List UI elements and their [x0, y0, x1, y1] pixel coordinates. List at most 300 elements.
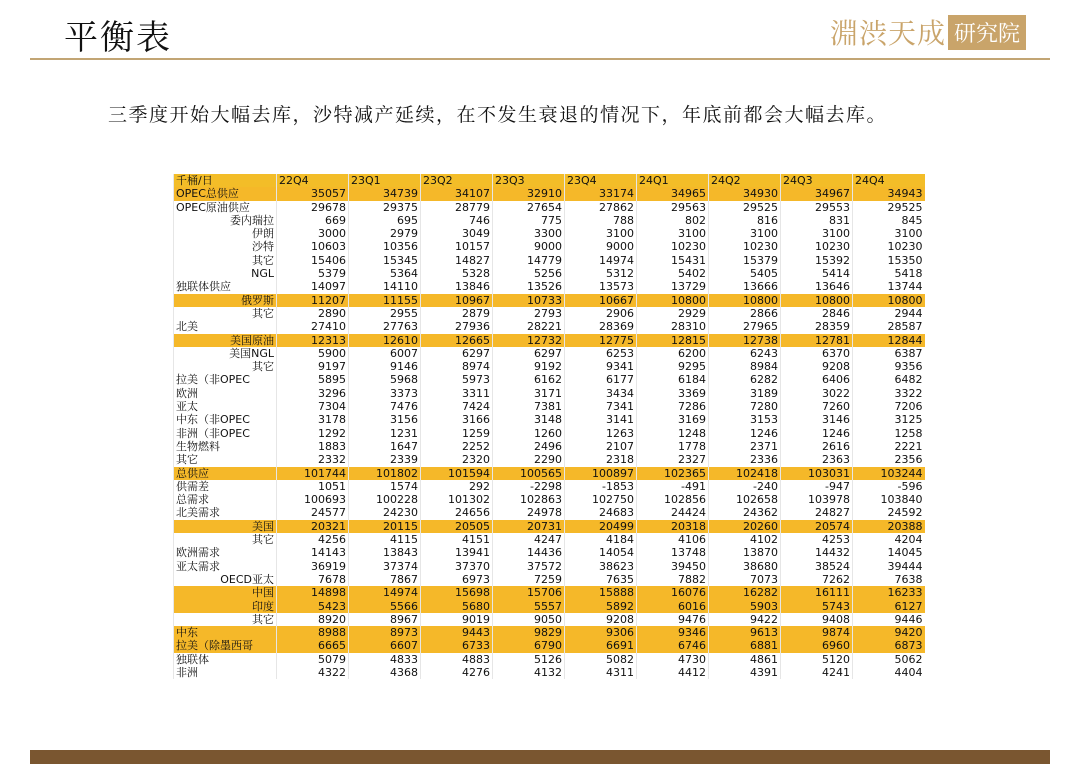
row-label: 供需差	[174, 480, 277, 493]
table-cell: 3049	[421, 227, 493, 240]
table-cell: 35057	[277, 187, 349, 200]
table-row	[174, 573, 925, 586]
column-header: 24Q1	[637, 174, 709, 187]
table-cell: 1883	[277, 440, 349, 453]
table-cell: 6297	[421, 347, 493, 360]
table-row	[174, 267, 925, 280]
column-header: 24Q4	[853, 174, 925, 187]
table-cell: 20115	[349, 520, 421, 533]
table-row	[174, 373, 925, 386]
table-cell: 103244	[853, 467, 925, 480]
column-header: 23Q1	[349, 174, 421, 187]
table-cell: 13573	[565, 280, 637, 293]
table-cell: 5968	[349, 373, 421, 386]
row-label: 中东	[174, 626, 277, 639]
table-cell: 37572	[493, 560, 565, 573]
table-cell: 9446	[853, 613, 925, 626]
table-cell: 4368	[349, 666, 421, 679]
table-cell: 100693	[277, 493, 349, 506]
row-label: 非洲（非OPEC	[174, 427, 277, 440]
table-row	[174, 506, 925, 519]
table-cell: 102658	[709, 493, 781, 506]
table-cell: 3100	[637, 227, 709, 240]
table-cell: 5892	[565, 600, 637, 613]
table-cell: 5312	[565, 267, 637, 280]
table-cell: 2846	[781, 307, 853, 320]
table-cell: 14143	[277, 546, 349, 559]
table-cell: 13941	[421, 546, 493, 559]
table-cell: 1292	[277, 427, 349, 440]
table-cell: 9443	[421, 626, 493, 639]
table-cell: 13846	[421, 280, 493, 293]
table-cell: 38623	[565, 560, 637, 573]
table-cell: 5900	[277, 347, 349, 360]
table-cell: 100897	[565, 467, 637, 480]
table-cell: 5079	[277, 653, 349, 666]
row-label: 生物燃料	[174, 440, 277, 453]
table-cell: 3148	[493, 413, 565, 426]
table-cell: 10733	[493, 294, 565, 307]
row-label: 美国原油	[174, 334, 277, 347]
row-label: 其它	[174, 533, 277, 546]
table-cell: 3322	[853, 387, 925, 400]
table-cell: 8984	[709, 360, 781, 373]
table-cell: 1259	[421, 427, 493, 440]
table-cell: 3373	[349, 387, 421, 400]
table-cell: 103031	[781, 467, 853, 480]
table-cell: 10356	[349, 240, 421, 253]
table-cell: 6162	[493, 373, 565, 386]
table-cell: 14045	[853, 546, 925, 559]
table-cell: 24683	[565, 506, 637, 519]
table-row	[174, 400, 925, 413]
table-cell: 1051	[277, 480, 349, 493]
table-row	[174, 560, 925, 573]
table-cell: 7341	[565, 400, 637, 413]
table-cell: 12844	[853, 334, 925, 347]
table-cell: 6282	[709, 373, 781, 386]
summary-text: 三季度开始大幅去库，沙特减产延续，在不发生衰退的情况下，年底前都会大幅去库。	[108, 104, 888, 126]
table-cell: 2327	[637, 453, 709, 466]
table-cell: 12781	[781, 334, 853, 347]
balance-table	[173, 174, 925, 679]
table-cell: 103978	[781, 493, 853, 506]
table-header-row	[174, 174, 925, 187]
table-row	[174, 320, 925, 333]
table-cell: 1246	[709, 427, 781, 440]
table-cell: 102750	[565, 493, 637, 506]
table-cell: 5423	[277, 600, 349, 613]
table-cell: 6406	[781, 373, 853, 386]
table-row	[174, 214, 925, 227]
table-cell: 101302	[421, 493, 493, 506]
table-cell: 6253	[565, 347, 637, 360]
table-cell: 6387	[853, 347, 925, 360]
table-cell: 24656	[421, 506, 493, 519]
table-cell: 3171	[493, 387, 565, 400]
table-row	[174, 520, 925, 533]
table-cell: 101744	[277, 467, 349, 480]
table-corner-label: 千桶/日	[174, 174, 277, 187]
table-cell: 29553	[781, 201, 853, 214]
table-cell: 2890	[277, 307, 349, 320]
table-cell: 29678	[277, 201, 349, 214]
table-cell: 2793	[493, 307, 565, 320]
table-cell: -491	[637, 480, 709, 493]
table-cell: 29525	[853, 201, 925, 214]
table-cell: 12732	[493, 334, 565, 347]
table-cell: 28369	[565, 320, 637, 333]
row-label: 俄罗斯	[174, 294, 277, 307]
table-body	[174, 187, 925, 679]
table-cell: 7638	[853, 573, 925, 586]
table-cell: 775	[493, 214, 565, 227]
table-cell: 6881	[709, 639, 781, 652]
table-cell: 7206	[853, 400, 925, 413]
table-cell: -947	[781, 480, 853, 493]
table-cell: 3166	[421, 413, 493, 426]
table-cell: 2252	[421, 440, 493, 453]
table-cell: 3189	[709, 387, 781, 400]
table-cell: 101802	[349, 467, 421, 480]
table-cell: -2298	[493, 480, 565, 493]
table-cell: 4404	[853, 666, 925, 679]
table-cell: 4241	[781, 666, 853, 679]
table-cell: 9613	[709, 626, 781, 639]
table-cell: 7073	[709, 573, 781, 586]
table-cell: 2616	[781, 440, 853, 453]
table-row	[174, 639, 925, 652]
table-cell: 27654	[493, 201, 565, 214]
table-row	[174, 453, 925, 466]
table-cell: 5082	[565, 653, 637, 666]
row-label: 亚太需求	[174, 560, 277, 573]
table-cell: 2339	[349, 453, 421, 466]
table-cell: 6960	[781, 639, 853, 652]
row-label: 委内瑞拉	[174, 214, 277, 227]
table-cell: 9208	[781, 360, 853, 373]
table-cell: 12815	[637, 334, 709, 347]
table-cell: 4833	[349, 653, 421, 666]
table-cell: 8967	[349, 613, 421, 626]
table-cell: 6746	[637, 639, 709, 652]
table-cell: 4253	[781, 533, 853, 546]
table-cell: 102365	[637, 467, 709, 480]
table-cell: 14436	[493, 546, 565, 559]
table-cell: 9874	[781, 626, 853, 639]
table-row	[174, 480, 925, 493]
table-cell: 12610	[349, 334, 421, 347]
row-label: 中国	[174, 586, 277, 599]
table-cell: 4132	[493, 666, 565, 679]
row-label: 美国NGL	[174, 347, 277, 360]
table-cell: 3296	[277, 387, 349, 400]
table-cell: 3125	[853, 413, 925, 426]
table-cell: 39444	[853, 560, 925, 573]
table-cell: 831	[781, 214, 853, 227]
table-cell: 5566	[349, 600, 421, 613]
table-row	[174, 347, 925, 360]
row-label: 中东（非OPEC	[174, 413, 277, 426]
table-cell: 15345	[349, 254, 421, 267]
table-cell: 4102	[709, 533, 781, 546]
table-cell: 1258	[853, 427, 925, 440]
row-label: OPEC原油供应	[174, 201, 277, 214]
table-cell: 36919	[277, 560, 349, 573]
row-label: 独联体供应	[174, 280, 277, 293]
table-cell: 292	[421, 480, 493, 493]
table-cell: 24577	[277, 506, 349, 519]
table-cell: 6016	[637, 600, 709, 613]
row-label: 印度	[174, 600, 277, 613]
table-cell: 669	[277, 214, 349, 227]
table-cell: 24827	[781, 506, 853, 519]
table-row	[174, 427, 925, 440]
table-cell: 16111	[781, 586, 853, 599]
table-cell: 20499	[565, 520, 637, 533]
table-cell: 4115	[349, 533, 421, 546]
table-cell: 5364	[349, 267, 421, 280]
table-cell: 28221	[493, 320, 565, 333]
table-row	[174, 546, 925, 559]
row-label: 欧洲需求	[174, 546, 277, 559]
table-cell: 3300	[493, 227, 565, 240]
table-cell: 3434	[565, 387, 637, 400]
table-cell: 7381	[493, 400, 565, 413]
table-cell: 6973	[421, 573, 493, 586]
table-cell: 746	[421, 214, 493, 227]
logo-box: 研究院	[948, 15, 1026, 50]
table-row	[174, 586, 925, 599]
page-title: 平衡表	[64, 18, 172, 58]
table-cell: 10800	[781, 294, 853, 307]
table-cell: 13666	[709, 280, 781, 293]
table-cell: 24424	[637, 506, 709, 519]
table-cell: 11155	[349, 294, 421, 307]
table-cell: 3022	[781, 387, 853, 400]
table-cell: 6790	[493, 639, 565, 652]
table-cell: 1246	[781, 427, 853, 440]
table-cell: 3100	[781, 227, 853, 240]
row-label: 其它	[174, 453, 277, 466]
row-label: 拉美（非OPEC	[174, 373, 277, 386]
table-cell: 20731	[493, 520, 565, 533]
row-label: 总需求	[174, 493, 277, 506]
table-cell: 28359	[781, 320, 853, 333]
table-cell: 100565	[493, 467, 565, 480]
table-cell: 10800	[709, 294, 781, 307]
table-cell: 9422	[709, 613, 781, 626]
row-label: 北美	[174, 320, 277, 333]
table-row	[174, 626, 925, 639]
row-label: OECD亚太	[174, 573, 277, 586]
row-label: 其它	[174, 254, 277, 267]
table-cell: 10800	[637, 294, 709, 307]
table-cell: 12665	[421, 334, 493, 347]
table-row	[174, 387, 925, 400]
table-cell: 4861	[709, 653, 781, 666]
table-cell: 15350	[853, 254, 925, 267]
table-cell: 9476	[637, 613, 709, 626]
table-cell: 12775	[565, 334, 637, 347]
row-label: 总供应	[174, 467, 277, 480]
table-cell: 24592	[853, 506, 925, 519]
table-cell: -240	[709, 480, 781, 493]
table-cell: 5405	[709, 267, 781, 280]
table-cell: 2332	[277, 453, 349, 466]
table-cell: 1647	[349, 440, 421, 453]
table-cell: 3156	[349, 413, 421, 426]
table-row	[174, 600, 925, 613]
table-cell: 5126	[493, 653, 565, 666]
table-cell: 33174	[565, 187, 637, 200]
table-cell: 1263	[565, 427, 637, 440]
table-cell: 7635	[565, 573, 637, 586]
table-cell: 9197	[277, 360, 349, 373]
table-cell: 7259	[493, 573, 565, 586]
row-label: 其它	[174, 307, 277, 320]
table-cell: 9000	[493, 240, 565, 253]
table-cell: 3178	[277, 413, 349, 426]
table-cell: 14054	[565, 546, 637, 559]
table-cell: 7304	[277, 400, 349, 413]
table-row	[174, 334, 925, 347]
table-cell: 10157	[421, 240, 493, 253]
table-cell: 24362	[709, 506, 781, 519]
table-cell: 16233	[853, 586, 925, 599]
table-cell: 24978	[493, 506, 565, 519]
table-cell: 16076	[637, 586, 709, 599]
table-cell: 12738	[709, 334, 781, 347]
table-cell: 6243	[709, 347, 781, 360]
table-cell: 15888	[565, 586, 637, 599]
table-row	[174, 533, 925, 546]
table-cell: 3146	[781, 413, 853, 426]
table-cell: 10667	[565, 294, 637, 307]
table-cell: 5973	[421, 373, 493, 386]
table-cell: 24230	[349, 506, 421, 519]
table-cell: 2363	[781, 453, 853, 466]
table-cell: 3153	[709, 413, 781, 426]
table-cell: 1260	[493, 427, 565, 440]
table-cell: 102863	[493, 493, 565, 506]
table-cell: 8973	[349, 626, 421, 639]
table-cell: 9346	[637, 626, 709, 639]
table-cell: 9019	[421, 613, 493, 626]
table-cell: 2290	[493, 453, 565, 466]
row-label: 北美需求	[174, 506, 277, 519]
table-row	[174, 227, 925, 240]
table-cell: 7424	[421, 400, 493, 413]
table-cell: 9192	[493, 360, 565, 373]
column-header: 23Q2	[421, 174, 493, 187]
table-cell: 14779	[493, 254, 565, 267]
table-cell: 5120	[781, 653, 853, 666]
table-cell: 802	[637, 214, 709, 227]
table-cell: 7678	[277, 573, 349, 586]
table-cell: 28587	[853, 320, 925, 333]
table-cell: 5557	[493, 600, 565, 613]
table-cell: 2320	[421, 453, 493, 466]
table-row	[174, 254, 925, 267]
table-cell: 28310	[637, 320, 709, 333]
table-cell: 28779	[421, 201, 493, 214]
table-cell: 14974	[349, 586, 421, 599]
table-cell: 3369	[637, 387, 709, 400]
table-cell: 27965	[709, 320, 781, 333]
table-cell: 6482	[853, 373, 925, 386]
table-cell: 14974	[565, 254, 637, 267]
table-cell: 15379	[709, 254, 781, 267]
table-cell: 9208	[565, 613, 637, 626]
table-cell: 6873	[853, 639, 925, 652]
table-row	[174, 440, 925, 453]
table-cell: 9408	[781, 613, 853, 626]
table-cell: 4106	[637, 533, 709, 546]
table-cell: 14898	[277, 586, 349, 599]
table-row	[174, 467, 925, 480]
table-cell: 2371	[709, 440, 781, 453]
table-cell: 8974	[421, 360, 493, 373]
table-cell: 5895	[277, 373, 349, 386]
table-cell: 1231	[349, 427, 421, 440]
table-cell: 5256	[493, 267, 565, 280]
table-cell: 4276	[421, 666, 493, 679]
table-cell: 7260	[781, 400, 853, 413]
table-cell: 2356	[853, 453, 925, 466]
footer-bar	[30, 750, 1050, 764]
table-cell: 6184	[637, 373, 709, 386]
table-cell: 14110	[349, 280, 421, 293]
table-cell: 6691	[565, 639, 637, 652]
row-label: 沙特	[174, 240, 277, 253]
table-cell: 37374	[349, 560, 421, 573]
table-cell: 10230	[853, 240, 925, 253]
table-cell: 20505	[421, 520, 493, 533]
logo-text: 淵渋天成	[829, 17, 946, 50]
table-cell: 2906	[565, 307, 637, 320]
brand-logo	[830, 12, 1026, 52]
table-cell: 13646	[781, 280, 853, 293]
table-cell: 6127	[853, 600, 925, 613]
table-cell: 5062	[853, 653, 925, 666]
row-label: 伊朗	[174, 227, 277, 240]
table-cell: 34107	[421, 187, 493, 200]
table-cell: 27862	[565, 201, 637, 214]
table-cell: 9050	[493, 613, 565, 626]
table-row	[174, 307, 925, 320]
row-label: 亚太	[174, 400, 277, 413]
table-cell: 32910	[493, 187, 565, 200]
table-cell: 7286	[637, 400, 709, 413]
table-cell: 4151	[421, 533, 493, 546]
column-header: 24Q3	[781, 174, 853, 187]
row-label: 非洲	[174, 666, 277, 679]
table-cell: 6607	[349, 639, 421, 652]
table-cell: 38524	[781, 560, 853, 573]
table-cell: 20260	[709, 520, 781, 533]
table-cell: 10230	[637, 240, 709, 253]
row-label: 独联体	[174, 653, 277, 666]
table-cell: 9356	[853, 360, 925, 373]
table-cell: 2496	[493, 440, 565, 453]
table-cell: 101594	[421, 467, 493, 480]
table-cell: 6370	[781, 347, 853, 360]
table-cell: 5328	[421, 267, 493, 280]
table-cell: 3000	[277, 227, 349, 240]
table-cell: 6007	[349, 347, 421, 360]
table-cell: 7882	[637, 573, 709, 586]
